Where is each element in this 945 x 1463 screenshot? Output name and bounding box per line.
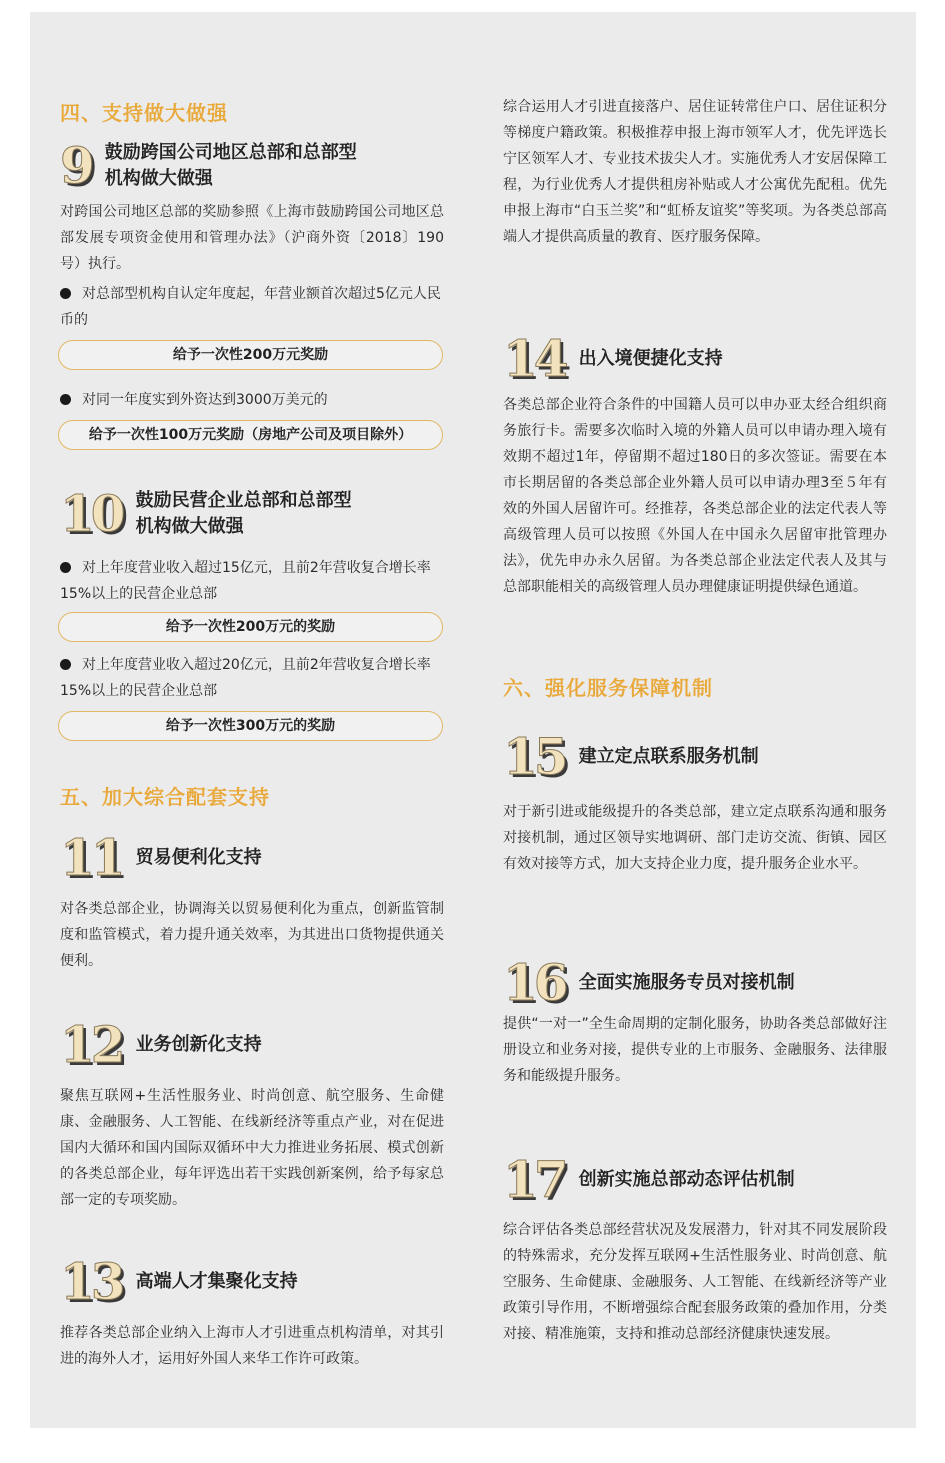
item-16-header <box>503 953 795 1012</box>
item-14-header <box>503 329 723 388</box>
item-9-reward-2: 给予一次性100万元奖励（房地产公司及项目除外） <box>58 420 443 450</box>
item-15-text: 对于新引进或能级提升的各类总部，建立定点联系沟通和服务对接机制，通过区领导实地调研、部门走访交流、街镇、园区有效对接等方式，加大支持企业力度，提升服务企业水平。 <box>503 804 887 872</box>
item-15-title: 建立定点联系服务机制 <box>578 746 759 767</box>
item-10-bullet-2: 对上年度营业收入超过20亿元，且前2年营收复合增长率15%以上的民营企业总部 <box>60 652 444 704</box>
item-13-number: 13 <box>60 1252 122 1311</box>
item-16-number: 16 <box>503 953 565 1012</box>
item-9-bullet-1: 对总部型机构自认定年度起，年营业额首次超过5亿元人民币的 <box>60 281 444 333</box>
item-9-bullet-2: 对同一年度实到外资达到3000万美元的 <box>60 387 444 413</box>
item-12-title: 业务创新化支持 <box>135 1034 262 1055</box>
item-13-text: 推荐各类总部企业纳入上海市人才引进重点机构清单，对其引进的海外人才，运用好外国人来华工作许可政策。 <box>60 1325 444 1367</box>
item-9-number: 9 <box>60 136 91 195</box>
item-13-header <box>60 1252 298 1311</box>
item-14-title: 出入境便捷化支持 <box>578 348 723 369</box>
item-12-text: 聚焦互联网+生活性服务业、时尚创意、航空服务、生命健康、金融服务、人工智能、在线新经济等重点产业，对在促进国内大循环和国内国际双循环中大力推进业务拓展、模式创新的各类总部企业，每年评选出若干实践创新案例，给予每家总部一定的专项奖励。 <box>60 1088 444 1208</box>
item-9-header <box>60 136 357 195</box>
item-10-number: 10 <box>60 484 122 543</box>
item-16-text: 提供“一对一”全生命周期的定制化服务，协助各类总部做好注册设立和业务对接，提供专业的上市服务、金融服务、法律服务和能级提升服务。 <box>503 1016 887 1084</box>
item-11-title: 贸易便利化支持 <box>135 847 262 868</box>
item-10-reward-1: 给予一次性200万元的奖励 <box>58 612 443 642</box>
item-12-number: 12 <box>60 1015 122 1074</box>
item-9-title-line1: 鼓励跨国公司地区总部和总部型 <box>104 142 357 163</box>
item-17-header <box>503 1150 795 1209</box>
item-14-text: 各类总部企业符合条件的中国籍人员可以申办亚太经合组织商务旅行卡。需要多次临时入境的外籍人员可以申请办理入境有效期不超过1年，停留期不超过180日的多次签证。需要在本市长期居留的各类总部企业外籍人员可以申请办理3至５年有效的外国人居留许可。经推荐，各类总部企业的法定代表人等高级管理人员可以按照《外国人在中国永久居留审批管理办法》，优先申办永久居留。为各类总部企业法定代表人及其与总部职能相关的高级管理人员办理健康证明提供绿色通道。 <box>503 397 887 595</box>
item-11-number: 11 <box>60 828 122 887</box>
item-17-text: 综合评估各类总部经营状况及发展潜力，针对其不同发展阶段的特殊需求，充分发挥互联网+生活性服务业、时尚创意、航空服务、生命健康、金融服务、人工智能、在线新经济等产业政策引导作用，不断增强综合配套服务政策的叠加作用，分类对接、精准施策，支持和推动总部经济健康快速发展。 <box>503 1222 887 1342</box>
item-17-number: 17 <box>503 1150 565 1209</box>
item-10-header <box>60 484 352 543</box>
item-11-header <box>60 828 262 887</box>
item-10-bullet-1: 对上年度营业收入超过15亿元，且前2年营收复合增长率15%以上的民营企业总部 <box>60 555 444 607</box>
section-6-heading: 六、强化服务保障机制 <box>503 676 713 700</box>
item-10-title-line2: 机构做大做强 <box>135 516 244 537</box>
item-9-title-line2: 机构做大做强 <box>104 168 213 189</box>
item-9-reward-1: 给予一次性200万元奖励 <box>58 340 443 370</box>
item-15-number: 15 <box>503 727 565 786</box>
item-17-title: 创新实施总部动态评估机制 <box>578 1169 795 1190</box>
item-16-title: 全面实施服务专员对接机制 <box>578 972 795 993</box>
item-13-text-continued: 综合运用人才引进直接落户、居住证转常住户口、居住证积分等梯度户籍政策。积极推荐申报上海市领军人才，优先评选长宁区领军人才、专业技术拔尖人才。实施优秀人才安居保障工程，为行业优秀人才提供租房补贴或人才公寓优先配租。优先申报上海市“白玉兰奖”和“虹桥友谊奖”等奖项。为各类总部高端人才提供高质量的教育、医疗服务保障。 <box>503 99 887 245</box>
item-11-text: 对各类总部企业，协调海关以贸易便利化为重点，创新监管制度和监管模式，着力提升通关效率，为其进出口货物提供通关便利。 <box>60 901 444 969</box>
item-10-reward-2: 给予一次性300万元的奖励 <box>58 711 443 741</box>
item-14-number: 14 <box>503 329 565 388</box>
section-4-heading: 四、支持做大做强 <box>60 101 228 125</box>
item-9-text: 对跨国公司地区总部的奖励参照《上海市鼓励跨国公司地区总部发展专项资金使用和管理办法》（沪商外资〔2018〕190号）执行。 <box>60 204 444 272</box>
item-15-header <box>503 727 759 786</box>
item-10-title-line1: 鼓励民营企业总部和总部型 <box>135 490 352 511</box>
item-12-header <box>60 1015 262 1074</box>
section-5-heading: 五、加大综合配套支持 <box>60 785 270 809</box>
item-13-title: 高端人才集聚化支持 <box>135 1271 298 1292</box>
